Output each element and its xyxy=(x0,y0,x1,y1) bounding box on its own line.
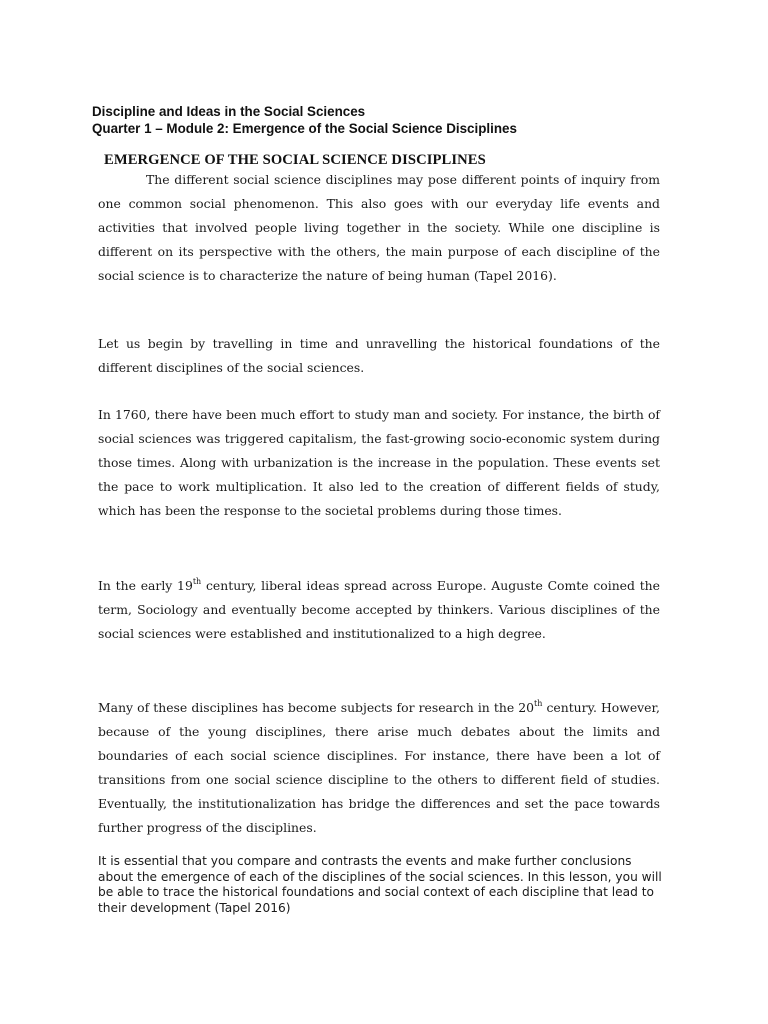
paragraph-essential: It is essential that you compare and contrasts the events and make further conclusions about the emergence of each of the disciplines of the social sciences. In this lesson, you will be able to trace the historical foundations and social context of each discipline that lead to their development (Tapel 2016) xyxy=(98,854,662,915)
paragraph-19th-text-start: In the early 19 xyxy=(98,578,193,593)
course-title: Discipline and Ideas in the Social Sciences xyxy=(92,104,366,119)
superscript-th: th xyxy=(534,699,543,708)
paragraph-1760: In 1760, there have been much effort to study man and society. For instance, the birth of social sciences was triggered capitalism, the fast-growing socio-economic system during those times. Along with urbanization is the increase in the population. These events set the pace to work multiplication. It also led to the creation of different fields of study, which has been the response to the societal problems during those times. xyxy=(98,407,660,519)
paragraph-intro: The different social science disciplines may pose different points of inquiry from one common social phenomenon. This also goes with our everyday life events and activities that involved people living together in the society. While one discipline is different on its perspective with the others, the main purpose of each discipline of the social science is to characterize the nature of being human (Tapel 2016). xyxy=(98,172,660,284)
paragraph-begin: Let us begin by travelling in time and unravelling the historical foundations of the different disciplines of the social sciences. xyxy=(98,336,660,376)
paragraph-19th-century xyxy=(98,574,660,646)
paragraph-19th-text-end: century, liberal ideas spread across Europe. Auguste Comte coined the term, Sociology and eventually become accepted by thinkers. Various disciplines of the social sciences were established and institutionalized to a high degree. xyxy=(98,578,660,642)
superscript-th: th xyxy=(192,577,202,586)
module-title: Quarter 1 – Module 2: Emergence of the Social Science Disciplines xyxy=(92,121,517,136)
document-header xyxy=(92,103,517,137)
paragraph-20th-text-start: Many of these disciplines has become subjects for research in the 20 xyxy=(98,700,534,715)
paragraph-20th-text-end: century. However, because of the young disciplines, there arise much debates about the limits and boundaries of each social science disciplines. For instance, there have been a lot of transitions from one social science discipline to the others to different field of studies. Eventually, the institutionalization has bridge the differences and set the pace towards further progress of the disciplines. xyxy=(98,700,660,836)
paragraph-20th-century xyxy=(98,696,660,841)
section-title: EMERGENCE OF THE SOCIAL SCIENCE DISCIPLINES xyxy=(104,152,486,168)
